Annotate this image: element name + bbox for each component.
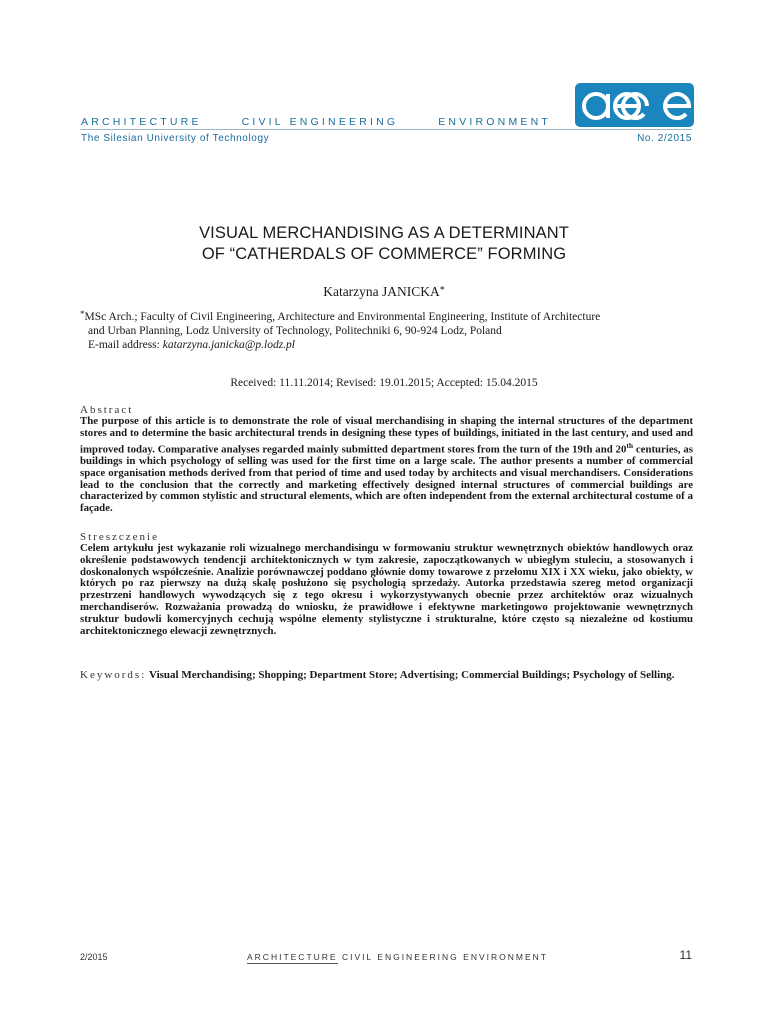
logo-text: ace: [575, 83, 577, 84]
author-name: Katarzyna JANICKA: [323, 284, 440, 299]
footer-series: [247, 952, 548, 962]
title-line-2: OF “CATHERDALS OF COMMERCE” FORMING: [201, 245, 567, 263]
affiliation-line-1: MSc Arch.; Faculty of Civil Engineering, Architecture and Environmental Engineering, Institute of Architecture: [84, 311, 601, 323]
email-label: E-mail address:: [88, 339, 163, 351]
affiliation-line-2: and Urban Planning, Lodz University of Technology, Politechniki 6, 90-924 Lodz, Poland: [88, 325, 502, 337]
title-line-1: VISUAL MERCHANDISING AS A DETERMINANT: [199, 224, 569, 242]
page-number: 11: [679, 948, 692, 962]
email-line: [80, 338, 700, 352]
university-name: The Silesian University of Technology: [81, 133, 270, 144]
keywords-list: Visual Merchandising; Shopping; Department Store; Advertising; Commercial Buildings; Psychology of Selling.: [149, 669, 675, 681]
abstract-text: [80, 416, 693, 515]
abstract-text-part-1: The purpose of this article is to demonstrate the role of visual merchandising in shaping the internal structures of the department stores and to determine the basic architectural trends in designing these types of buildings, initiated in the last century, and used and improved today. Comparative analyses regarded mainly submitted department stores from the turn of the 19th and 20: [80, 415, 693, 456]
keywords: [80, 669, 700, 681]
affiliation-mark: *: [80, 309, 85, 319]
affiliation: [80, 307, 700, 352]
footer-issue: 2/2015: [80, 952, 108, 962]
streszczenie-text: Celem artykułu jest wykazanie roli wizualnego merchandisingu w formowaniu struktur wewnętrznych obiektów handlowych oraz określenie podstawowych tendencji architektonicznych w tym zakresie, zapoczątkowanych w ubiegłym stuleciu, a stosowanych i doskonalonych współcześnie. Analizie porównawczej poddano głównie domy towarowe z przełomu XIX i XX wieku, jako obiekty, w których po raz pierwszy na dużą skalę posłużono się psychologią sprzedaży. Autorka przedstawia szereg metod organizacji przestrzeni handlowych wywodzących się z tego okresu i wykorzystywanych obecnie przez architektów oraz wizualnych merchandiserów. Rozważania prowadzą do wniosku, że prawidłowe i efektywne marketingowo projektowanie wewnętrznych struktur budowli komercyjnych cechują wspólne elementy stylistyczne i strukturalne, które często są niezależne od kostiumu architektonicznego elewacji zewnętrznych.: [80, 542, 693, 637]
issue-number: No. 2/2015: [637, 133, 692, 144]
journal-logo: [575, 83, 694, 127]
series-environment: ENVIRONMENT: [438, 116, 551, 128]
keywords-heading: Keywords:: [80, 669, 147, 681]
abstract-heading: Abstract: [80, 404, 134, 416]
streszczenie-heading: Streszczenie: [80, 531, 159, 543]
article-title: [0, 223, 768, 265]
series-architecture: ARCHITECTURE: [81, 116, 202, 128]
series-civil-engineering: CIVIL ENGINEERING: [241, 116, 399, 128]
abstract-superscript: th: [626, 440, 634, 450]
email-link[interactable]: katarzyna.janicka@p.lodz.pl: [162, 339, 296, 351]
header-rule: [80, 129, 692, 130]
footer-series-rest: CIVIL ENGINEERING ENVIRONMENT: [341, 952, 548, 962]
received-dates: Received: 11.11.2014; Revised: 19.01.2015; Accepted: 15.04.2015: [230, 377, 538, 389]
journal-series-header: [81, 116, 551, 128]
footer-series-architecture: ARCHITECTURE: [247, 952, 338, 962]
author-line: [0, 284, 768, 300]
author-mark: *: [439, 285, 445, 296]
abstract-text-part-2: centuries, as buildings in which psychology of selling was used for the first time on a large scale. The author presents a number of commercial space organisation methods derived from that period of time and used today by architects and visual merchandisers. Considerations lead to the conclusion that the correctly and marketing effectively designed internal structures of commercial buildings are characterized by common stylistic and structural elements, which are often independent from the external architectural costume of a façade.: [80, 443, 693, 515]
